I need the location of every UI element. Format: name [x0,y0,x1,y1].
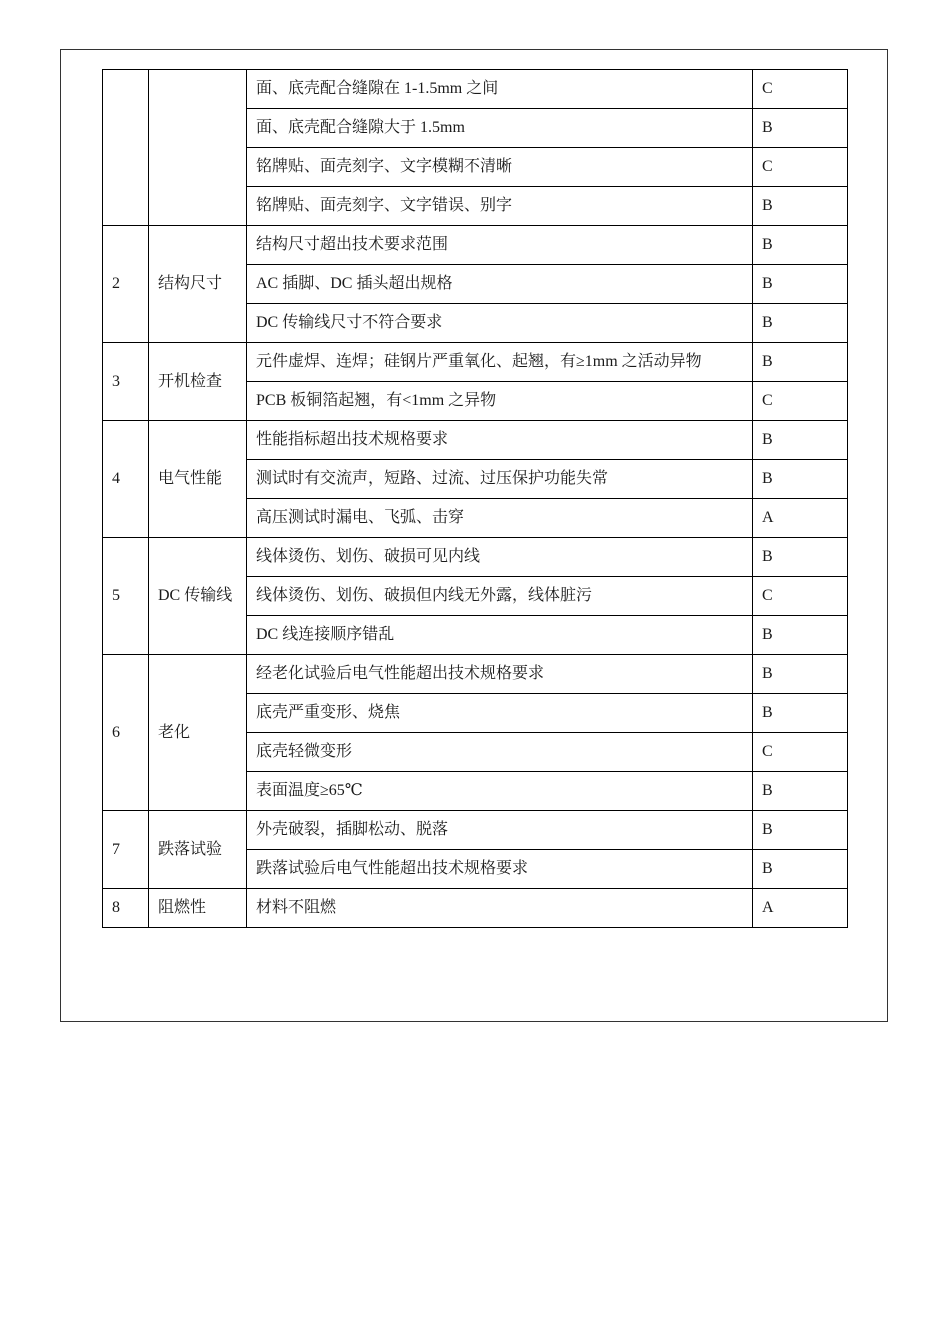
defect-grade-cell: C [753,382,848,421]
defect-grade-cell: A [753,499,848,538]
item-number-cell [103,70,149,226]
defect-description-cell: 线体烫伤、划伤、破损但内线无外露，线体脏污 [247,577,753,616]
table-row [103,343,848,382]
defect-description-cell: 外壳破裂，插脚松动、脱落 [247,811,753,850]
defect-grade-cell: C [753,148,848,187]
defect-description-cell: DC 传输线尺寸不符合要求 [247,304,753,343]
item-number-cell: 7 [103,811,149,889]
defect-grade-cell: B [753,265,848,304]
defect-description-cell: 铭牌贴、面壳刻字、文字模糊不清晰 [247,148,753,187]
defect-grade-cell: B [753,538,848,577]
defect-grade-cell: C [753,577,848,616]
item-number-cell: 4 [103,421,149,538]
defect-description-cell: 结构尺寸超出技术要求范围 [247,226,753,265]
defect-description-cell: 跌落试验后电气性能超出技术规格要求 [247,850,753,889]
defect-description-cell: AC 插脚、DC 插头超出规格 [247,265,753,304]
table-row [103,889,848,928]
defect-grade-cell: B [753,343,848,382]
defect-grade-cell: B [753,421,848,460]
item-name-cell: 老化 [149,655,247,811]
table-row [103,811,848,850]
defect-grade-cell: C [753,733,848,772]
defect-description-cell: 线体烫伤、划伤、破损可见内线 [247,538,753,577]
defect-grade-cell: B [753,850,848,889]
defect-grade-cell: B [753,304,848,343]
defect-grade-cell: B [753,226,848,265]
item-number-cell: 3 [103,343,149,421]
defect-grade-cell: C [753,70,848,109]
defect-grade-cell: B [753,109,848,148]
defect-description-cell: 底壳严重变形、烧焦 [247,694,753,733]
defect-description-cell: 面、底壳配合缝隙大于 1.5mm [247,109,753,148]
defect-grade-cell: B [753,772,848,811]
defect-description-cell: PCB 板铜箔起翘，有<1mm 之异物 [247,382,753,421]
defect-description-cell: 底壳轻微变形 [247,733,753,772]
table-row [103,655,848,694]
defect-grade-cell: B [753,616,848,655]
defect-grade-cell: B [753,811,848,850]
table-row [103,538,848,577]
item-name-cell: 结构尺寸 [149,226,247,343]
defect-description-cell: 高压测试时漏电、飞弧、击穿 [247,499,753,538]
defect-description-cell: 经老化试验后电气性能超出技术规格要求 [247,655,753,694]
item-name-cell: 电气性能 [149,421,247,538]
defect-grade-table [102,69,848,928]
defect-description-cell: DC 线连接顺序错乱 [247,616,753,655]
item-name-cell: 阻燃性 [149,889,247,928]
item-name-cell: DC 传输线 [149,538,247,655]
defect-grade-cell: B [753,187,848,226]
table-row [103,421,848,460]
defect-grade-cell: A [753,889,848,928]
table-row [103,70,848,109]
item-number-cell: 6 [103,655,149,811]
item-number-cell: 5 [103,538,149,655]
item-number-cell: 2 [103,226,149,343]
item-number-cell: 8 [103,889,149,928]
defect-description-cell: 性能指标超出技术规格要求 [247,421,753,460]
defect-description-cell: 面、底壳配合缝隙在 1-1.5mm 之间 [247,70,753,109]
defect-description-cell: 元件虚焊、连焊；硅钢片严重氧化、起翘，有≥1mm 之活动异物 [247,343,753,382]
defect-grade-cell: B [753,460,848,499]
defect-description-cell: 表面温度≥65℃ [247,772,753,811]
table-row [103,226,848,265]
defect-description-cell: 材料不阻燃 [247,889,753,928]
defect-description-cell: 铭牌贴、面壳刻字、文字错误、别字 [247,187,753,226]
defect-description-cell: 测试时有交流声，短路、过流、过压保护功能失常 [247,460,753,499]
item-name-cell [149,70,247,226]
defect-grade-cell: B [753,655,848,694]
item-name-cell: 开机检查 [149,343,247,421]
defect-grade-cell: B [753,694,848,733]
item-name-cell: 跌落试验 [149,811,247,889]
